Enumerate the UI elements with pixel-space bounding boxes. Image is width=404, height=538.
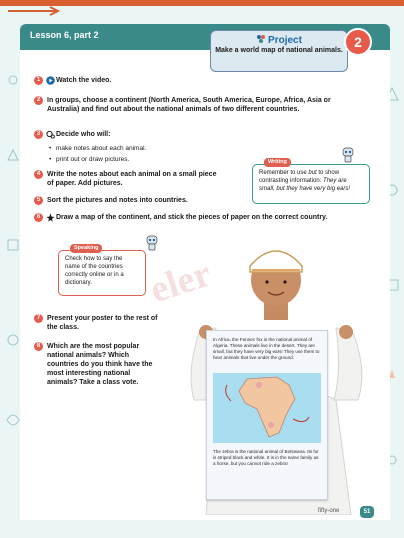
writing-tip-box: [252, 164, 370, 204]
map-area: [213, 373, 321, 443]
project-title-text: Project: [268, 35, 302, 46]
bullet-item: • make notes about each animal.: [56, 145, 146, 153]
step-text: Present your poster to the rest of the class.: [47, 315, 158, 331]
writing-tip-but: but: [308, 170, 317, 176]
watermark: eler: [145, 252, 217, 312]
step-text: Which are the most popular national animals? Which countries do you think have the most interesting national animals? Take a class vote.: [47, 343, 153, 386]
page-words: fifty-one: [318, 508, 340, 514]
play-icon: [46, 76, 55, 85]
pin-icon: [46, 213, 55, 222]
step-number: 4: [34, 170, 43, 179]
project-subtitle: Make a world map of national animals.: [215, 47, 343, 54]
poster-bottom-text: The zebra is the national animal of Botswana. Its fur is striped black and white. It is in the same family as a horse, but you cannot ride a zebra!: [213, 449, 319, 466]
writing-tip-text-middle: to show contrasting information:: [259, 170, 340, 184]
step-2: [34, 96, 334, 126]
robot-icon: [340, 146, 356, 164]
step-text: Decide who will:: [56, 131, 111, 138]
africa-map-icon: [213, 373, 321, 443]
step-text: Draw a map of the continent, and stick the pieces of paper on the correct country.: [56, 214, 328, 221]
robot-icon: [144, 234, 160, 252]
step-4: [34, 170, 229, 190]
step-7: [34, 314, 164, 334]
step-5: [34, 196, 254, 206]
step-1: [34, 76, 234, 86]
step-text: In groups, choose a continent (North America, South America, Europe, Africa, Asia or Australia) and find out about the national animals of two different countries.: [47, 97, 331, 113]
page-number: 51: [360, 506, 374, 518]
poster-top-text: In Africa, the Fennec fox is the national animal of Algeria. These animals live in the desert. They are small, but they have very big ears! They use them to hear animals that live under the ground.: [213, 337, 320, 360]
writing-tip-tag: [264, 158, 291, 167]
step-text: Write the notes about each animal on a small piece of paper. Add pictures.: [47, 171, 217, 187]
writing-tip-tag-label: Writing: [268, 159, 287, 165]
step-number: 8: [34, 342, 43, 351]
project-box: [210, 30, 348, 72]
poster: [206, 330, 328, 500]
step-number: 2: [34, 96, 43, 105]
speaking-tip-tag-label: Speaking: [74, 245, 99, 251]
project-title: [211, 34, 347, 46]
writing-tip-example: They are small, but they have very big ears!: [259, 178, 351, 192]
step-text: Sort the pictures and notes into countries.: [47, 197, 188, 204]
step-number: 1: [34, 76, 43, 85]
step-number: 3: [34, 130, 43, 139]
step-8: [34, 342, 164, 402]
bullet-item: • print out or draw pictures.: [56, 156, 129, 164]
lesson-number-badge: 2: [344, 28, 372, 56]
step-number: 5: [34, 196, 43, 205]
step-3: [34, 130, 234, 140]
step-6: [34, 213, 374, 223]
speaking-tip-box: [58, 250, 146, 296]
speaking-tip-text: Check how to say the name of the countries correctly online or in a dictionary.: [65, 256, 124, 286]
project-icon: [256, 34, 266, 44]
lesson-title: Lesson 6, part 2: [30, 30, 99, 40]
decorative-arrow-icon: [6, 6, 66, 16]
gears-icon: [46, 130, 55, 139]
speaking-tip-tag: [70, 244, 102, 253]
step-number: 7: [34, 314, 43, 323]
writing-tip-text-before: Remember to use: [259, 170, 309, 176]
step-number: 6: [34, 213, 43, 222]
step-text: Watch the video.: [56, 77, 112, 84]
